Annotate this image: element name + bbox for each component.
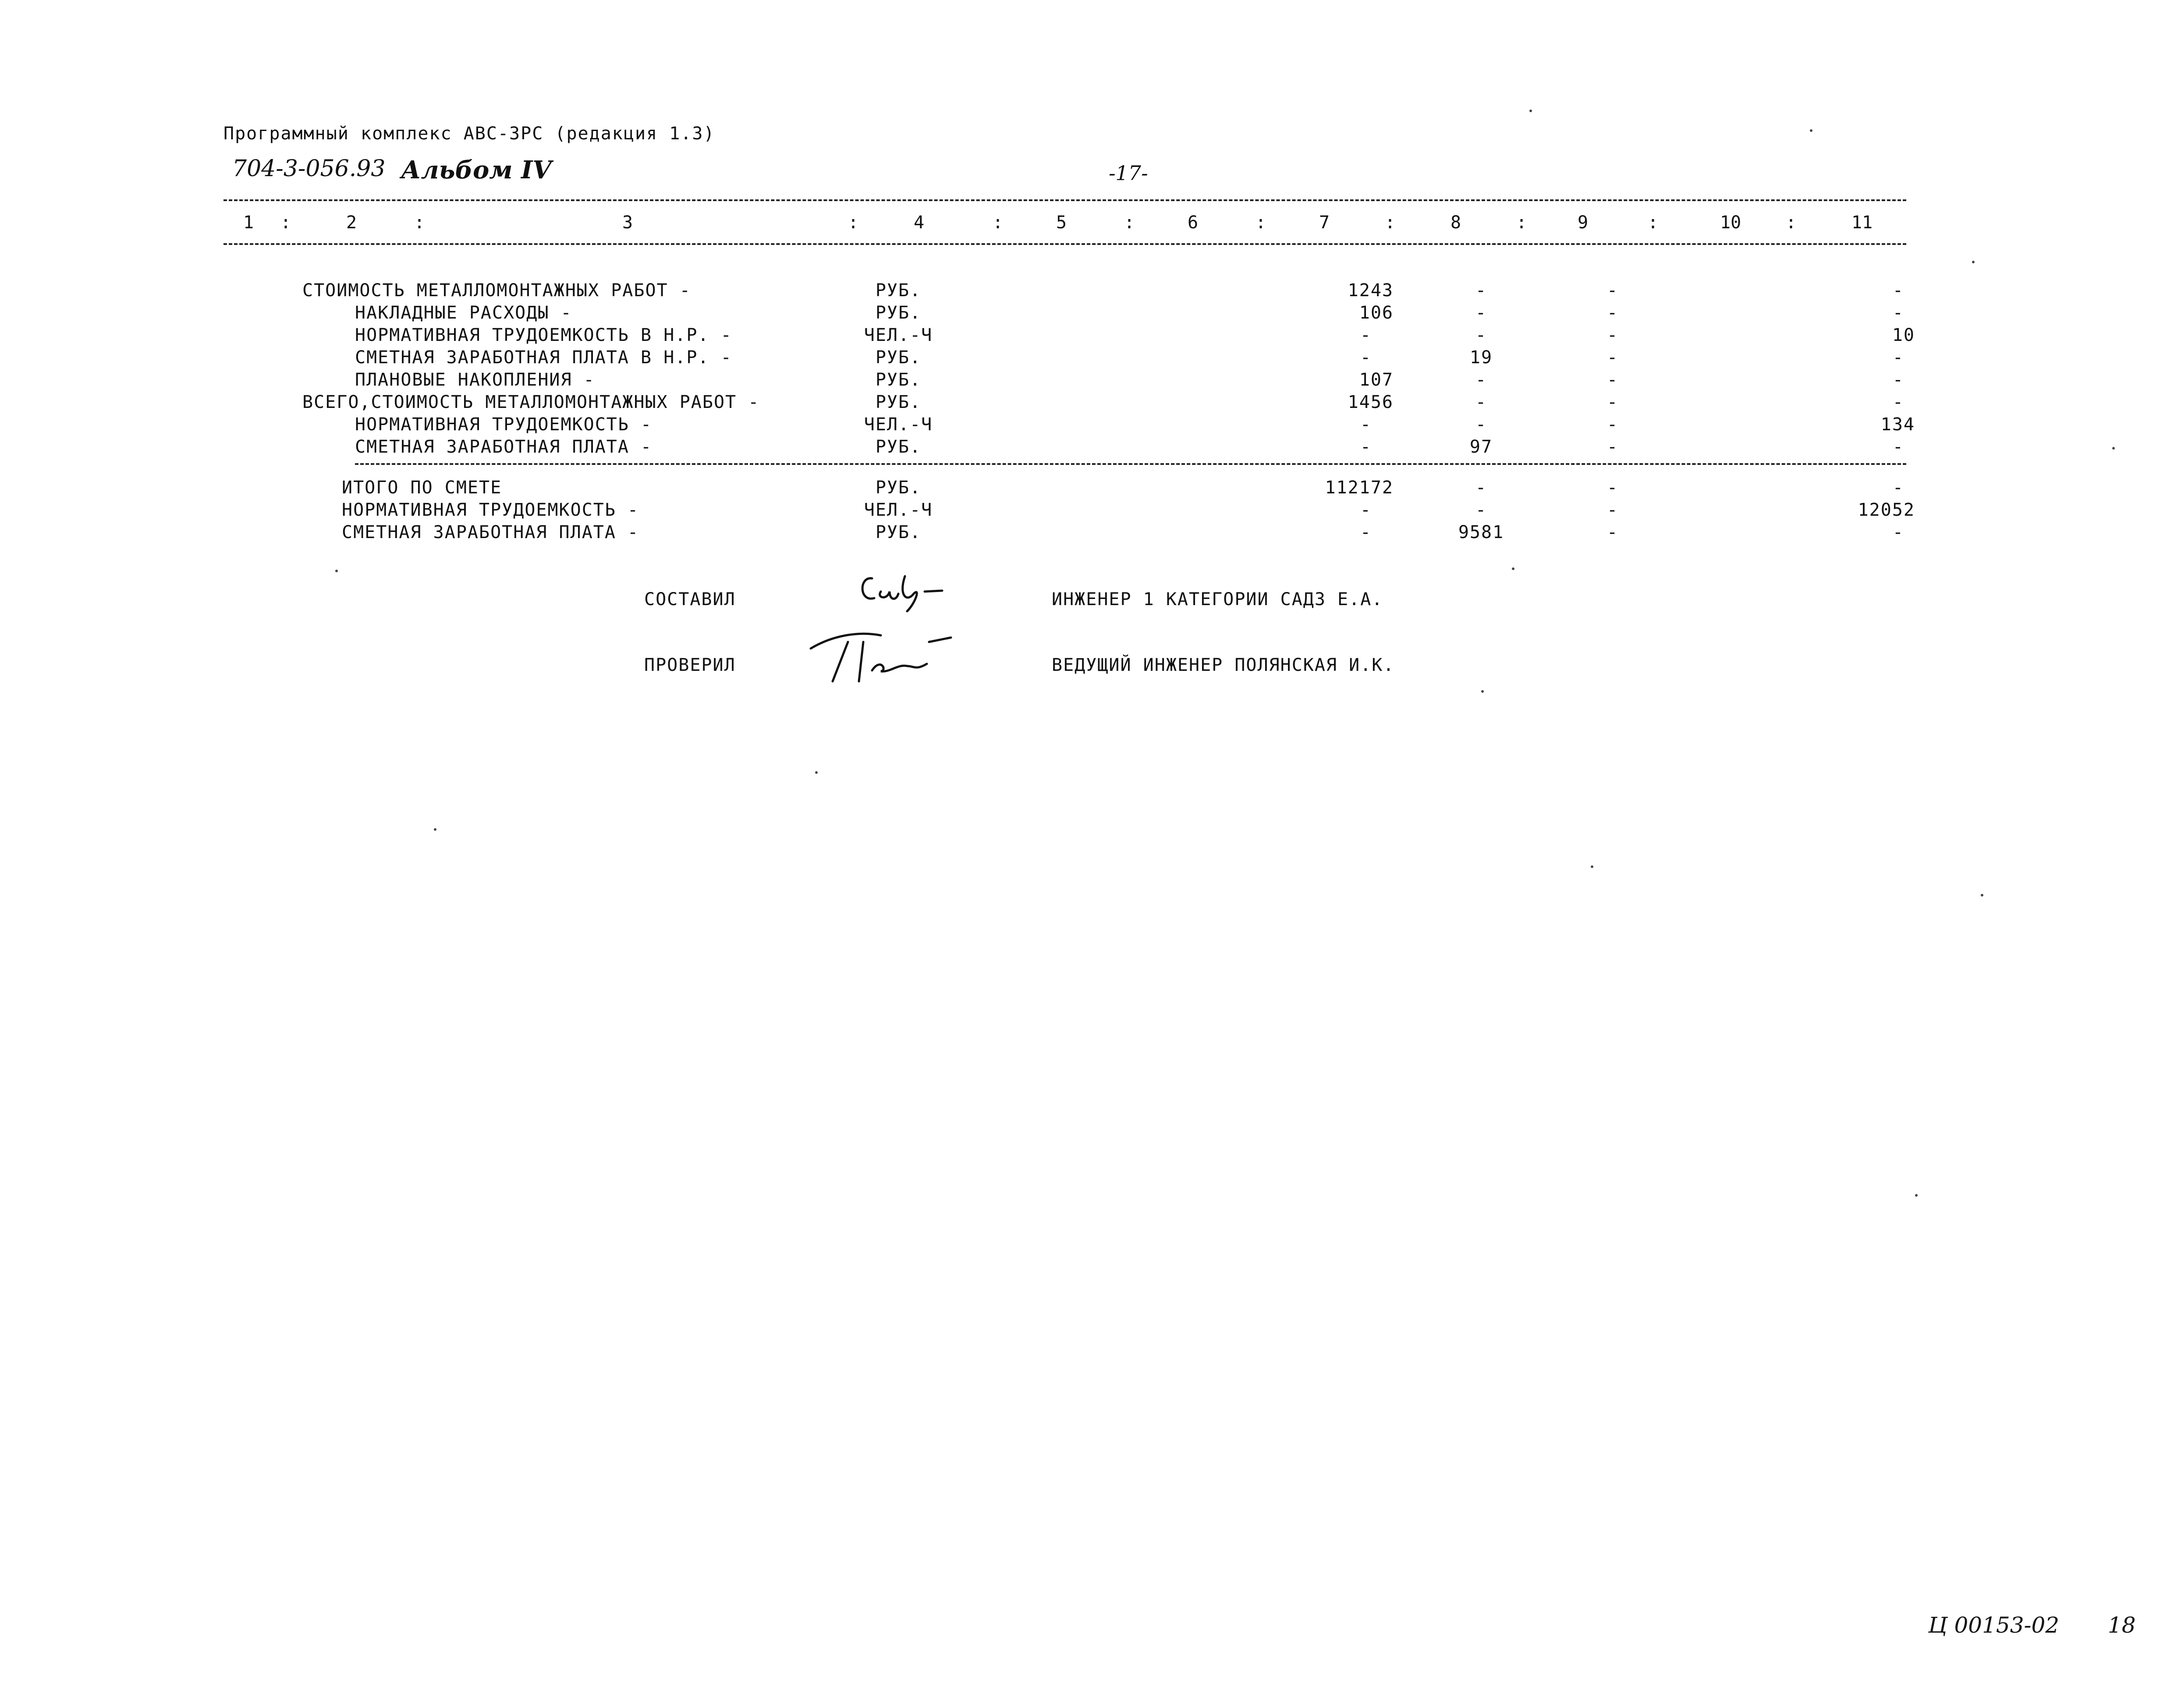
program-title: Программный комплекс АВС-ЗРС (редакция 1.3) xyxy=(223,124,715,144)
column-separator: : xyxy=(414,213,425,233)
scan-speck xyxy=(1591,865,1593,868)
row-value-col7: - xyxy=(1360,522,1372,542)
row-value-col11: - xyxy=(1892,347,1904,368)
row-unit: РУБ. xyxy=(875,392,922,412)
row-value-col11: - xyxy=(1892,437,1904,457)
column-separator: : xyxy=(280,213,291,233)
row-unit: ЧЕЛ.-Ч xyxy=(864,415,933,435)
row-value-col11: - xyxy=(1892,280,1904,301)
row-value-col11: 10 xyxy=(1892,325,1915,345)
scan-speck xyxy=(1529,110,1532,112)
row-unit: РУБ. xyxy=(875,522,922,542)
row-value-col9: - xyxy=(1607,280,1619,301)
column-separator: : xyxy=(1255,213,1266,233)
scan-speck xyxy=(1981,894,1983,897)
scan-speck xyxy=(1512,567,1514,570)
row-value-col7: 112172 xyxy=(1325,478,1394,498)
row-unit: ЧЕЛ.-Ч xyxy=(864,325,933,345)
row-value-col9: - xyxy=(1607,392,1619,412)
row-unit: РУБ. xyxy=(875,280,922,301)
row-unit: РУБ. xyxy=(875,437,922,457)
row-value-col9: - xyxy=(1607,478,1619,498)
row-description: НОРМАТИВНАЯ ТРУДОЕМКОСТЬ В Н.Р. - xyxy=(355,325,732,345)
column-separator: : xyxy=(848,213,859,233)
row-description: НОРМАТИВНАЯ ТРУДОЕМКОСТЬ - xyxy=(342,500,639,520)
scan-speck xyxy=(434,828,436,831)
column-separator: : xyxy=(1124,213,1135,233)
signature-title-compiled: ИНЖЕНЕР 1 КАТЕГОРИИ САДЗ Е.А. xyxy=(1052,589,1383,609)
column-number: 1 xyxy=(243,213,254,233)
scan-speck xyxy=(1810,129,1812,132)
page-number: -17- xyxy=(1109,161,1148,185)
row-description: ИТОГО ПО СМЕТЕ xyxy=(342,478,502,498)
row-value-col7: 107 xyxy=(1359,370,1394,390)
header-rule-top xyxy=(223,199,1906,201)
row-value-col9: - xyxy=(1607,347,1619,368)
column-number: 5 xyxy=(1056,213,1067,233)
row-description: ПЛАНОВЫЕ НАКОПЛЕНИЯ - xyxy=(355,370,595,390)
row-value-col11: - xyxy=(1892,392,1904,412)
signature-title-checked: ВЕДУЩИЙ ИНЖЕНЕР ПОЛЯНСКАЯ И.К. xyxy=(1052,655,1395,675)
row-description: НАКЛАДНЫЕ РАСХОДЫ - xyxy=(355,303,572,323)
scan-speck xyxy=(1915,1194,1918,1197)
row-description: НОРМАТИВНАЯ ТРУДОЕМКОСТЬ - xyxy=(355,415,653,435)
row-description: СМЕТНАЯ ЗАРАБОТНАЯ ПЛАТА - xyxy=(342,522,639,542)
row-value-col11: - xyxy=(1892,522,1904,542)
row-value-col8: - xyxy=(1475,478,1487,498)
column-separator: : xyxy=(1786,213,1797,233)
row-value-col8: - xyxy=(1475,415,1487,435)
row-unit: РУБ. xyxy=(875,347,922,368)
row-value-col8: - xyxy=(1475,280,1487,301)
column-number: 7 xyxy=(1319,213,1330,233)
row-unit: РУБ. xyxy=(875,303,922,323)
row-value-col8: 19 xyxy=(1469,347,1493,368)
row-value-col11: - xyxy=(1892,370,1904,390)
row-value-col8: - xyxy=(1475,370,1487,390)
row-value-col7: 106 xyxy=(1359,303,1394,323)
row-value-col7: - xyxy=(1360,347,1372,368)
row-description: СТОИМОСТЬ МЕТАЛЛОМОНТАЖНЫХ РАБОТ - xyxy=(302,280,691,301)
column-number: 11 xyxy=(1851,213,1873,233)
album-label: Альбом IV xyxy=(401,156,552,184)
scan-speck xyxy=(815,771,818,774)
scan-speck xyxy=(335,570,338,572)
column-number: 9 xyxy=(1578,213,1589,233)
column-number: 3 xyxy=(622,213,633,233)
row-value-col8: 97 xyxy=(1469,437,1493,457)
row-value-col8: - xyxy=(1475,392,1487,412)
row-value-col9: - xyxy=(1607,325,1619,345)
column-number: 4 xyxy=(914,213,925,233)
row-description: СМЕТНАЯ ЗАРАБОТНАЯ ПЛАТА В Н.Р. - xyxy=(355,347,732,368)
row-value-col11: 12052 xyxy=(1858,500,1915,520)
row-value-col8: - xyxy=(1475,303,1487,323)
signature-role-compiled: СОСТАВИЛ xyxy=(644,589,736,609)
column-number: 10 xyxy=(1720,213,1741,233)
row-value-col11: - xyxy=(1892,478,1904,498)
row-value-col7: - xyxy=(1360,437,1372,457)
signature-role-checked: ПРОВЕРИЛ xyxy=(644,655,736,675)
row-unit: ЧЕЛ.-Ч xyxy=(864,500,933,520)
row-value-col9: - xyxy=(1607,522,1619,542)
row-value-col9: - xyxy=(1607,370,1619,390)
row-value-col9: - xyxy=(1607,500,1619,520)
row-value-col8: - xyxy=(1475,325,1487,345)
scan-speck xyxy=(1481,690,1484,693)
row-value-col7: - xyxy=(1360,500,1372,520)
column-separator: : xyxy=(993,213,1004,233)
row-value-col11: - xyxy=(1892,303,1904,323)
row-value-col11: 134 xyxy=(1880,415,1915,435)
row-value-col7: - xyxy=(1360,415,1372,435)
row-value-col7: - xyxy=(1360,325,1372,345)
row-value-col8: - xyxy=(1475,500,1487,520)
column-number: 6 xyxy=(1188,213,1199,233)
row-description: СМЕТНАЯ ЗАРАБОТНАЯ ПЛАТА - xyxy=(355,437,653,457)
handwritten-signature-compiler xyxy=(855,561,999,618)
row-description: ВСЕГО,СТОИМОСТЬ МЕТАЛЛОМОНТАЖНЫХ РАБОТ - xyxy=(302,392,760,412)
scan-speck xyxy=(2112,447,2115,450)
row-unit: РУБ. xyxy=(875,478,922,498)
row-value-col8: 9581 xyxy=(1458,522,1504,542)
column-number: 8 xyxy=(1451,213,1461,233)
column-separator: : xyxy=(1648,213,1659,233)
row-value-col9: - xyxy=(1607,415,1619,435)
row-value-col7: 1456 xyxy=(1348,392,1394,412)
row-value-col7: 1243 xyxy=(1348,280,1394,301)
column-number: 2 xyxy=(346,213,357,233)
scan-speck xyxy=(1972,261,1975,263)
footer-code: Ц 00153-02 xyxy=(1928,1612,2060,1638)
handwritten-signature-checker xyxy=(806,622,990,688)
column-separator: : xyxy=(1516,213,1527,233)
row-unit: РУБ. xyxy=(875,370,922,390)
header-rule-bottom xyxy=(223,243,1906,245)
totals-rule xyxy=(355,463,1906,465)
column-separator: : xyxy=(1385,213,1396,233)
row-value-col9: - xyxy=(1607,303,1619,323)
footer-sheet-number: 18 xyxy=(2108,1612,2136,1638)
document-code: 704-3-056.93 xyxy=(232,156,386,182)
row-value-col9: - xyxy=(1607,437,1619,457)
